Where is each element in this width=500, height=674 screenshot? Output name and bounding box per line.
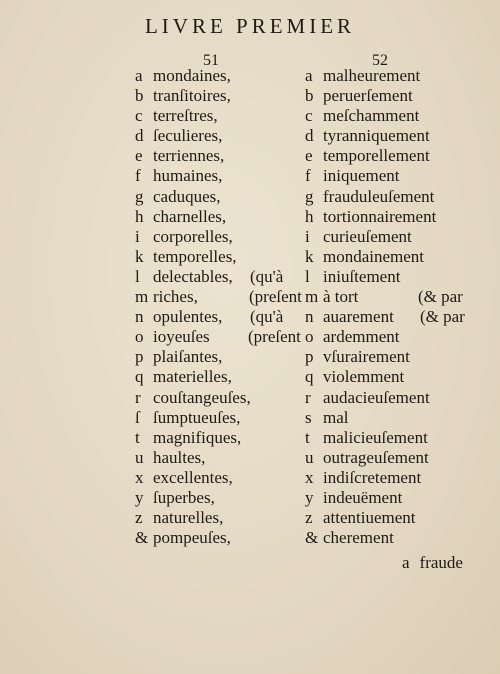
entry-row — [135, 166, 305, 186]
entry-word: violemment — [323, 367, 405, 387]
entry-word: frauduleuſement — [323, 186, 435, 206]
entry-word: delectables, — [153, 266, 233, 286]
entry-word: à tort — [323, 287, 359, 307]
entry-row — [135, 528, 305, 548]
entry-word: ſuperbes, — [153, 487, 215, 507]
entry-letter: b — [305, 86, 314, 106]
entry-row — [305, 408, 485, 428]
entry-word: attentiuement — [323, 508, 416, 528]
entry-word: vſurairement — [323, 347, 410, 367]
entry-letter: l — [135, 266, 140, 286]
entry-word: meſchamment — [323, 106, 420, 126]
entry-word: peruerſement — [323, 86, 413, 106]
entry-word: outrageuſement — [323, 447, 429, 467]
margin-note: (qu'à — [250, 267, 284, 286]
running-head: LIVRE PREMIER — [144, 14, 356, 38]
entry-word: riches, — [153, 287, 198, 307]
entry-letter: z — [135, 508, 143, 528]
entry-letter: y — [305, 487, 314, 507]
entry-letter: p — [305, 347, 314, 367]
entry-row — [305, 488, 485, 508]
entry-letter: d — [135, 126, 144, 146]
entry-word: haultes, — [153, 447, 206, 467]
entry-word: temporelles, — [153, 246, 237, 266]
entry-row — [305, 468, 485, 488]
entry-row — [135, 247, 305, 267]
entry-row — [305, 227, 485, 247]
entry-word: iniquement — [323, 166, 400, 186]
entry-row — [135, 488, 305, 508]
entry-word: corporelles, — [153, 226, 233, 246]
catchword-letter: a — [402, 553, 410, 572]
entry-letter: f — [305, 166, 311, 186]
entry-letter: d — [305, 126, 314, 146]
entry-row — [135, 207, 305, 227]
entry-letter: a — [305, 66, 313, 85]
entry-letter: h — [135, 206, 144, 226]
entry-letter: f — [135, 166, 141, 186]
entry-word: malheurement — [323, 66, 421, 85]
entry-row — [135, 347, 305, 367]
entry-row — [305, 66, 485, 86]
entry-word: plaiſantes, — [153, 347, 223, 367]
entry-letter: p — [135, 347, 144, 367]
entry-row — [135, 408, 305, 428]
entry-row — [135, 126, 305, 146]
entry-row — [305, 448, 485, 468]
entry-word: pompeuſes, — [153, 528, 231, 548]
entry-row — [135, 86, 305, 106]
entry-row — [305, 327, 485, 347]
entry-letter: e — [135, 146, 143, 166]
entry-letter: g — [135, 186, 144, 206]
entry-letter: e — [305, 146, 313, 166]
margin-note: (preſent — [248, 327, 301, 346]
entry-letter: ſ — [135, 407, 140, 427]
entry-letter: q — [305, 367, 314, 387]
entry-row — [135, 106, 305, 126]
entry-word: ſumptueuſes, — [153, 407, 241, 427]
entry-letter: c — [135, 106, 143, 126]
entry-letter: n — [135, 307, 144, 327]
entry-word: curieuſement — [323, 226, 412, 246]
entry-letter: s — [305, 407, 312, 427]
entry-row — [305, 508, 485, 528]
entry-word: materielles, — [153, 367, 232, 387]
entry-row — [135, 468, 305, 488]
entry-row — [305, 347, 485, 367]
entry-row — [135, 508, 305, 528]
entry-letter: & — [135, 528, 149, 548]
entry-letter: u — [305, 447, 314, 467]
entry-word: magnifiques, — [153, 427, 242, 447]
entry-letter: c — [305, 106, 313, 126]
entry-row — [135, 367, 305, 387]
entry-letter: o — [305, 327, 314, 347]
entry-letter: i — [135, 226, 140, 246]
entry-letter: x — [135, 467, 144, 487]
entry-row — [305, 428, 485, 448]
entry-word: terreſtres, — [153, 106, 218, 126]
entry-row — [305, 367, 485, 387]
entry-word: auarement — [323, 307, 394, 327]
entry-word: cherement — [323, 528, 394, 548]
entry-row — [135, 187, 305, 207]
entry-letter: r — [135, 387, 141, 407]
entry-word: opulentes, — [153, 307, 223, 327]
margin-note: (& par — [418, 287, 463, 306]
entry-letter: g — [305, 186, 314, 206]
entry-row — [305, 247, 485, 267]
entry-letter: t — [135, 427, 140, 447]
entry-word: temporellement — [323, 146, 430, 166]
entry-word: ioyeuſes — [153, 327, 210, 347]
entry-letter: a — [135, 66, 143, 85]
margin-note: (& par — [420, 307, 465, 326]
entry-letter: q — [135, 367, 144, 387]
entry-row — [305, 388, 485, 408]
entry-word: terriennes, — [153, 146, 225, 166]
entry-word: caduques, — [153, 186, 221, 206]
entry-word: charnelles, — [153, 206, 227, 226]
entry-letter: i — [305, 226, 310, 246]
entry-word: ſeculieres, — [153, 126, 223, 146]
entry-word: malicieuſement — [323, 427, 428, 447]
entry-row — [305, 267, 485, 287]
entry-letter: b — [135, 86, 144, 106]
column-number-left: 51 — [203, 52, 219, 69]
catchword — [402, 553, 463, 573]
entry-word: audacieuſement — [323, 387, 430, 407]
entry-letter: k — [135, 246, 144, 266]
entry-row — [135, 227, 305, 247]
entry-letter: k — [305, 246, 314, 266]
entry-row — [305, 86, 485, 106]
margin-note: (qu'à — [250, 307, 284, 326]
entry-word: mal — [323, 407, 349, 427]
entry-word: indiſcretement — [323, 467, 422, 487]
entry-letter: m — [305, 287, 319, 307]
entry-word: ardemment — [323, 327, 400, 347]
entry-word: iniuſtement — [323, 266, 401, 286]
entry-letter: z — [305, 508, 313, 528]
entry-word: naturelles, — [153, 508, 224, 528]
column-number-right: 52 — [372, 52, 388, 69]
entry-word: couſtangeuſes, — [153, 387, 251, 407]
entry-word: indeuëment — [323, 487, 403, 507]
entry-word: tranſitoires, — [153, 86, 231, 106]
entry-row — [135, 66, 305, 86]
entry-row — [305, 146, 485, 166]
entry-word: mondaines, — [153, 66, 231, 85]
entry-row — [305, 106, 485, 126]
entry-word: tyranniquement — [323, 126, 430, 146]
entry-letter: l — [305, 266, 310, 286]
entry-row — [305, 166, 485, 186]
entry-letter: y — [135, 487, 144, 507]
entry-row — [135, 388, 305, 408]
entry-word: mondainement — [323, 246, 425, 266]
entry-letter: n — [305, 307, 314, 327]
entry-letter: r — [305, 387, 311, 407]
entry-letter: x — [305, 467, 314, 487]
entry-letter: h — [305, 206, 314, 226]
entry-row — [135, 428, 305, 448]
entry-letter: m — [135, 287, 149, 307]
entry-word: excellentes, — [153, 467, 233, 487]
entry-letter: u — [135, 447, 144, 467]
catchword-text: fraude — [419, 553, 463, 572]
entry-letter: o — [135, 327, 144, 347]
entry-row — [305, 528, 485, 548]
margin-note: (preſent — [249, 287, 302, 306]
entry-row — [135, 448, 305, 468]
entry-word: tortionnairement — [323, 206, 437, 226]
entry-row — [305, 187, 485, 207]
entry-row — [305, 126, 485, 146]
entry-letter: & — [305, 528, 319, 548]
entry-letter: t — [305, 427, 310, 447]
entry-row — [135, 146, 305, 166]
entry-word: humaines, — [153, 166, 223, 186]
entry-row — [305, 207, 485, 227]
